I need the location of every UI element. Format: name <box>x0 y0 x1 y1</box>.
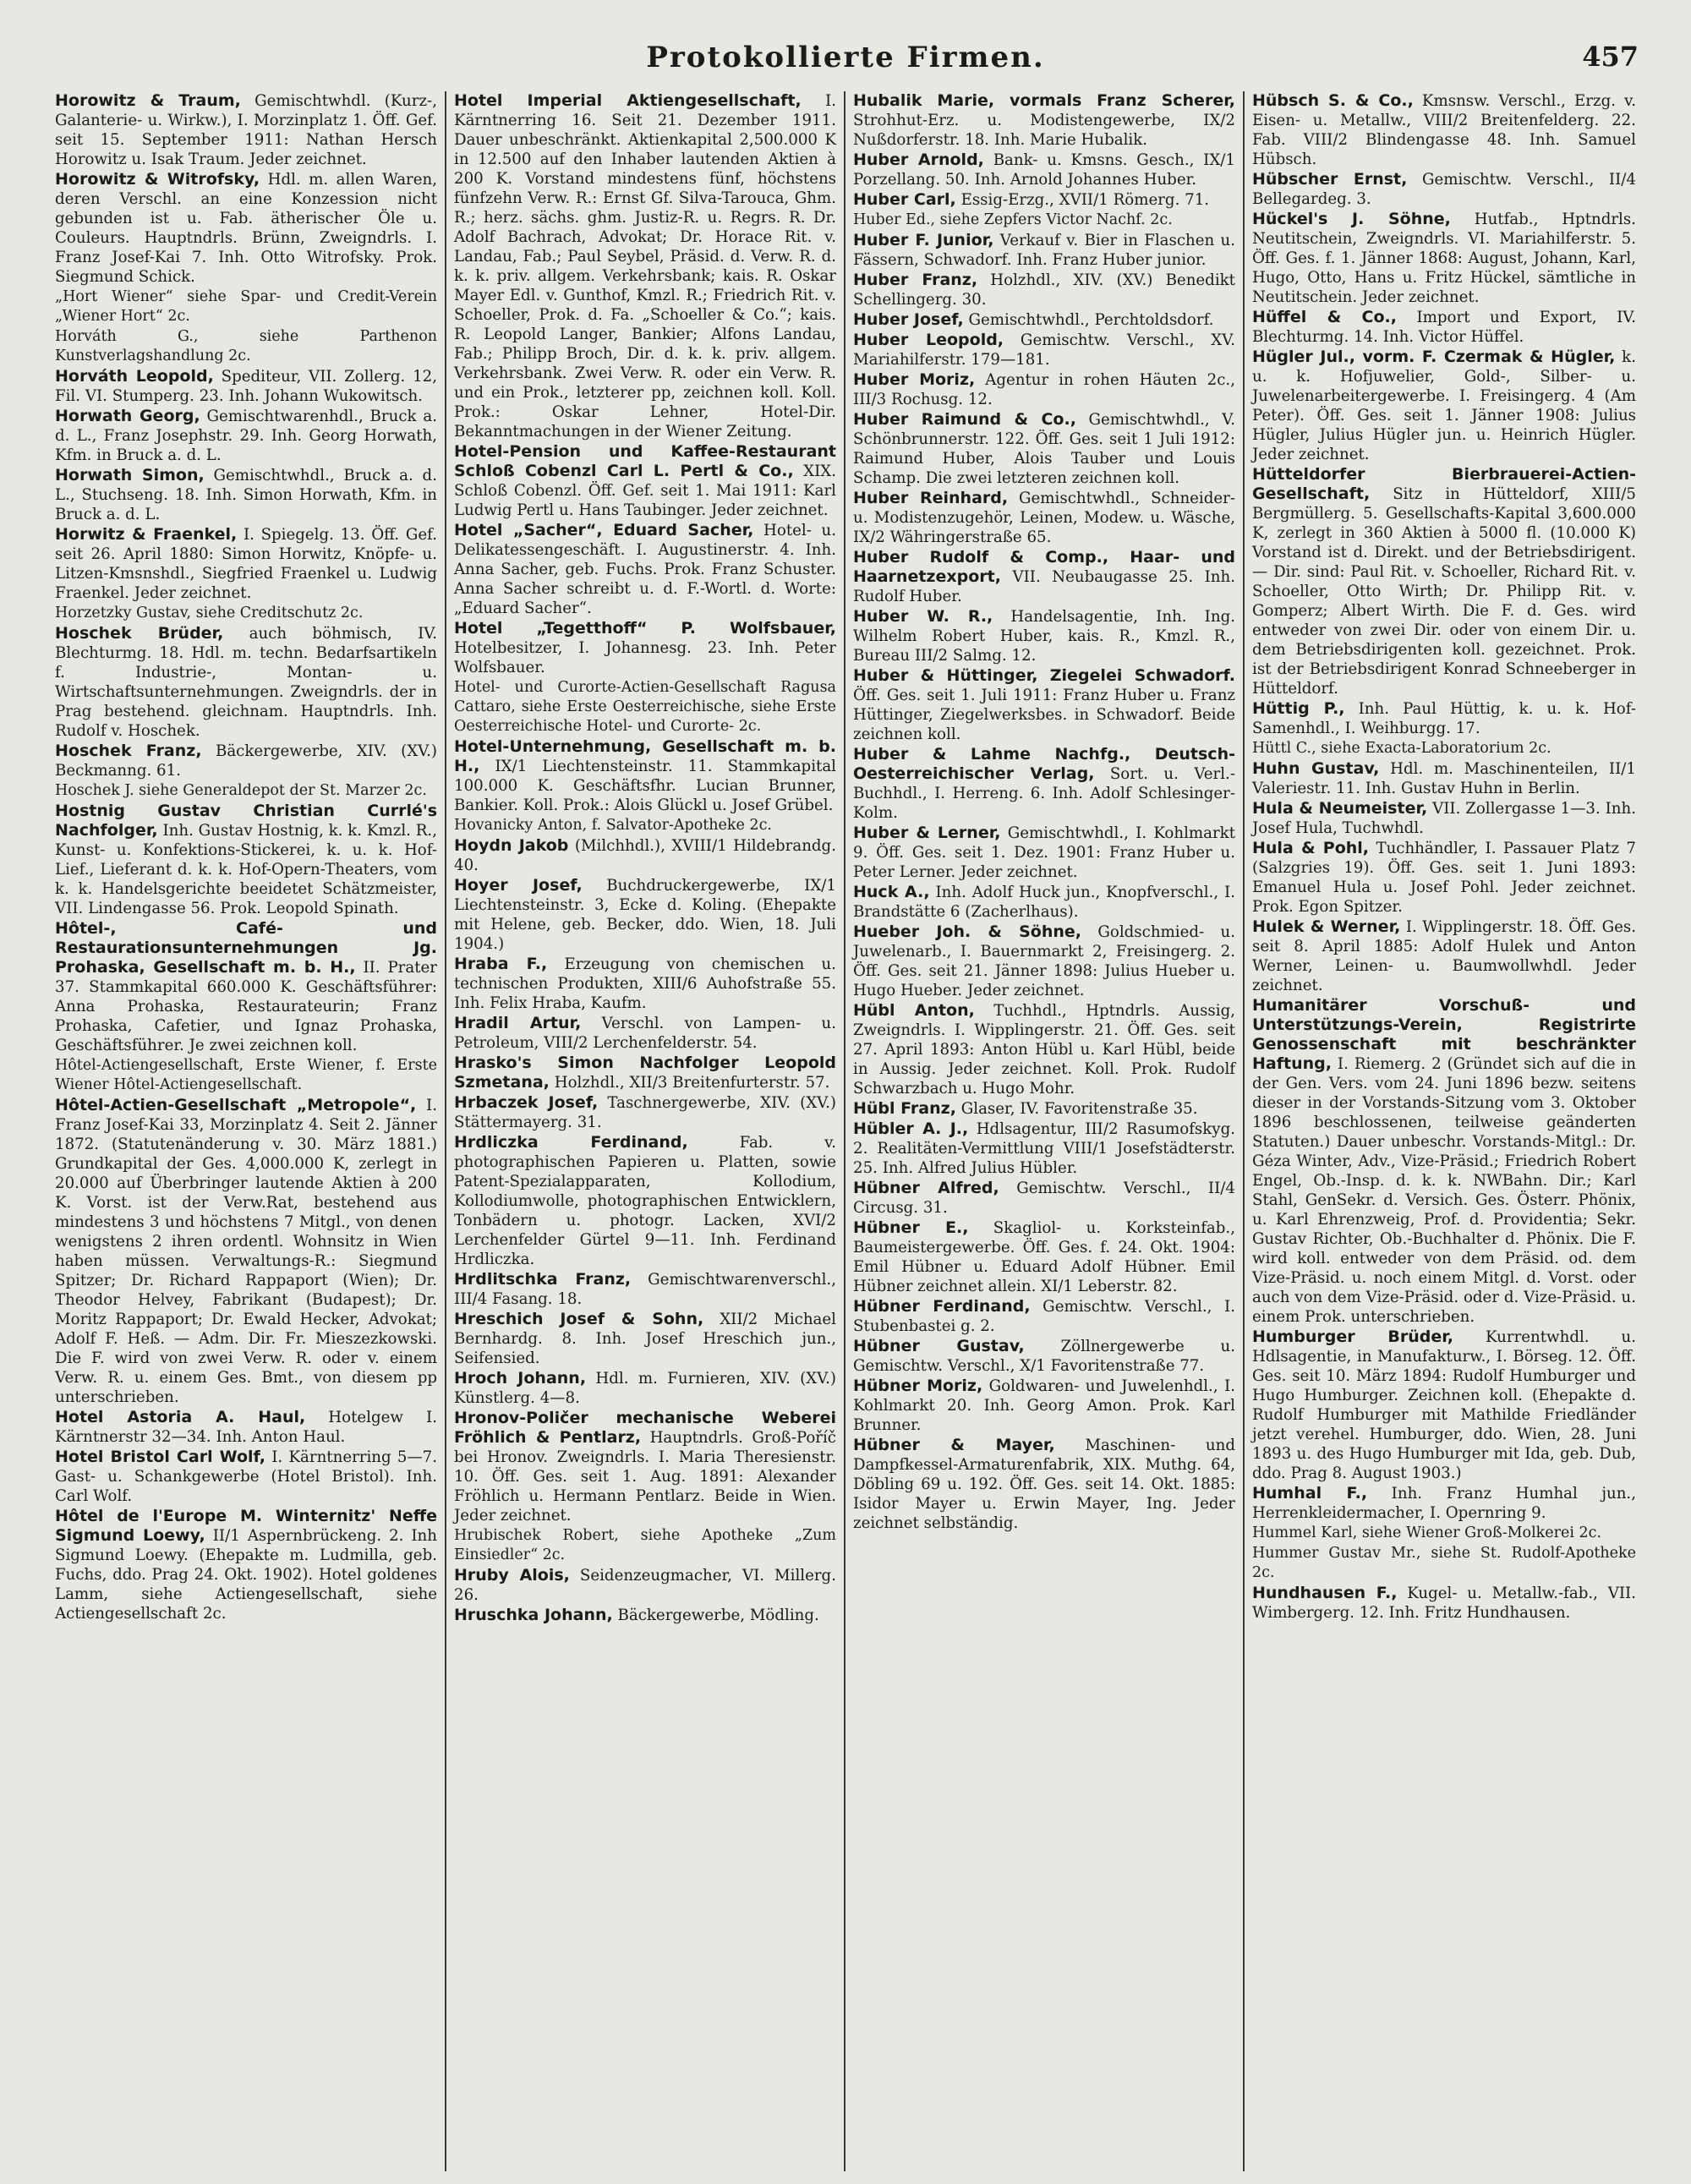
company-name: Horwath Georg, <box>55 407 200 425</box>
directory-entry <box>454 521 836 618</box>
directory-entry <box>853 91 1235 150</box>
company-name: Hulek & Werner, <box>1252 917 1401 936</box>
entry-details: Hrubischek Robert, siehe Apotheke „Zum Einsiedler“ 2c. <box>454 1527 836 1563</box>
entry-details: Seidenzeugmacher, VI. Millerg. 26. <box>454 1567 836 1604</box>
entry-details: Inh. Gustav Hostnig, k. k. Kmzl. R., Kunst- u. Konfektions-Stickerei, k. u. k. Hof-Lief., Lieferant d. k. k. Hof-Opern-Theaters, vom k. k. Handelsgerichte beeidetet Schätzmeister, VII. Lindengasse 56. Prok. Leopold Spinath. <box>55 822 437 917</box>
company-name: Hula & Neumeister, <box>1252 799 1428 818</box>
company-name: Hruschka Johann, <box>454 1606 613 1624</box>
entry-details: I. Riemerg. 2 (Gründet sich auf die in der Gen. Vers. vom 24. Juni 1896 bezw. seitens dieser in der Vorstands-Sitzung vom 3. Oktober 1896 beschlossenen, teilweise geänderten Statuten.) Dauer unbeschr. Vorstands-Mitgl.: Dr. Géza Winter, Adv., Vize-Präsid.; Friedrich Robert Engel, Ob.-Insp. d. k. k. NWBahn. Dir.; Karl Stahl, GenSekr. d. Versich. Ges. Österr. Phönix, u. Karl Ehrenzweig, Prof. d. Providentia; Sekr. Gustav Richter, Ob.-Buchhalter d. Phönix. Die F. wird koll. entweder von dem Präsid. od. dem Vize-Präsid. u. noch einem Mitgl. d. Vorst. oder auch von dem Vize-Präsid. oder d. Vize-Präsid. u. einem Prok. unterschrieben. <box>1252 1055 1636 1326</box>
entry-details: Strohhut-Erz. u. Modistengewerbe, IX/2 Nußdorferstr. 18. Inh. Marie Hubalik. <box>853 112 1235 149</box>
entry-details: Verkauf v. Bier in Flaschen u. Fässern, Schwadorf. Inh. Franz Huber junior. <box>853 232 1235 269</box>
directory-entry <box>454 1409 836 1525</box>
page-title: Protokollierte Firmen. <box>646 41 1045 74</box>
company-name: Hübner Gustav, <box>853 1337 1025 1355</box>
entry-details: Handelsagentie, Inh. Ing. Wilhelm Robert Huber, kais. R., Kmzl. R., Bureau III/2 Salmg. 12. <box>853 608 1235 665</box>
entry-details: Horváth G., siehe Parthenon Kunstverlagshandlung 2c. <box>55 328 437 364</box>
directory-entry <box>454 1014 836 1053</box>
entry-details: Sort. u. Verl.-Buchhdl., I. Herreng. 6. Inh. Adolf Schlesinger-Kolm. <box>853 765 1235 822</box>
directory-entry <box>853 190 1235 210</box>
entry-details: I. Kärntnerring 16. Seit 21. Dezember 1911. Dauer unbeschränkt. Aktienkapital 2,500.000 K in 12.500 auf den Inhaber lautenden Aktien à 200 K. Vorstand mindestens fünf, höchstens fünfzehn Verw. R.: Ernst Gf. Silva-Tarouca, Ghm. R.; herz. sächs. ghm. Justiz-R. u. Regrs. R. Dr. Adolf Bachrach, Advokat; Dr. Horace Rit. v. Landau, Fab.; Paul Seybel, Präsid. d. Verw. R. d. k. k. priv. allgem. Verkehrsbank; kais. R. Oskar Mayer Edl. v. Gunthof, Kmzl. R.; Friedrich Rit. v. Schoeller, Prok. d. Fa. „Schoeller & Co.“; kais. R. Leopold Langer, Bankier; Alfons Landau, Fab.; Philipp Broch, Dir. d. k. k. priv. allgem. Verkehrsbank. Zwei Verw. R. oder ein Verw. R. und ein Prok., letzterer pp, zeichnen koll. Koll. Prok.: Oskar Lehner, Hotel-Dir. Bekanntmachungen in der Wiener Zeitung. <box>454 92 836 441</box>
entry-details: Essig-Erzg., XVII/1 Römerg. 71. <box>960 191 1210 209</box>
company-name: Hübl Anton, <box>853 1001 975 1020</box>
directory-entry <box>454 1270 836 1309</box>
company-name: Hotel „Tegetthoff“ P. Wolfsbauer, <box>454 619 836 638</box>
directory-entry <box>454 737 836 815</box>
company-name: Hula & Pohl, <box>1252 839 1370 857</box>
company-name: Hübner & Mayer, <box>853 1436 1055 1454</box>
company-name: Hundhausen F., <box>1252 1584 1398 1602</box>
entry-details: II/1 Aspernbrückeng. 2. Inh Sigmund Loewy. (Ehepakte m. Ludmilla, geb. Fuchs, ddo. Prag 24. Okt. 1902). Hotel goldenes Lamm, siehe Actiengesellschaft, siehe Actiengesellschaft 2c. <box>55 1527 437 1623</box>
company-name: Hütteldorfer Bierbrauerei-Actien-Gesellschaft, <box>1252 465 1636 503</box>
company-name: Hübner E., <box>853 1218 969 1237</box>
entry-details: VII. Zollergasse 1—3. Inh. Josef Hula, Tuchwhdl. <box>1252 800 1636 837</box>
entry-details: Hôtel-Actiengesellschaft, Erste Wiener, f. Erste Wiener Hôtel-Actiengesellschaft. <box>55 1057 437 1093</box>
entry-details: Skagliol- u. Korksteinfab., Baumeistergewerbe. Öff. Ges. f. 24. Okt. 1904: Emil Hübner u. Eduard Adolf Hübner. Emil Hübner zeichnet allein. XI/1 Leberstr. 82. <box>853 1219 1235 1295</box>
company-name: Huber Moriz, <box>853 370 976 389</box>
directory-entry <box>1252 799 1636 838</box>
company-name: Huber Josef, <box>853 310 964 329</box>
company-name: Huck A., <box>853 883 930 901</box>
entry-details: Fab. v. photographischen Papieren u. Platten, sowie Patent-Spezialapparaten, Kollodium, Kollodiumwolle, photographischen Entwicklern, Tonbädern u. photogr. Lacken, XVI/2 Lerchenfelder Gürtel 9—11. Inh. Ferdinand Hrdliczka. <box>454 1134 836 1268</box>
directory-entry <box>853 1297 1235 1336</box>
company-name: Hübsch S. & Co., <box>1252 91 1414 110</box>
directory-entry <box>853 331 1235 369</box>
directory-entry <box>454 816 836 835</box>
entry-details: Tuchhdl., Hptndrls. Aussig, Zweigndrls. I. Wipplingerstr. 21. Öff. Ges. seit 27. April 1893: Anton Hübl u. Karl Hübl, beide in Aussig. Jeder zeichnet. Koll. Prok. Rudolf Schwarzbach u. Hugo Mohr. <box>853 1002 1235 1097</box>
directory-column-1 <box>47 91 446 2171</box>
page-number: 457 <box>1582 41 1639 73</box>
entry-details: Gemischtwhdl., Perchtoldsdorf. <box>968 311 1214 329</box>
directory-entry <box>853 1099 1235 1119</box>
directory-entry <box>454 1526 836 1565</box>
directory-entry <box>55 466 437 524</box>
entry-details: Gemischtwhdl., I. Kohlmarkt 9. Öff. Ges. seit 1. Dez. 1901: Franz Huber u. Peter Lerner. Jeder zeichnet. <box>853 824 1236 881</box>
entry-details: Kurrentwhdl. u. Hdlsagentie, in Manufakturw., I. Börseg. 12. Öff. Ges. seit 10. März 1894: Rudolf Humburger und Hugo Humburger. Zeichnen koll. (Ehepakte d. Rudolf Humburger mit Mathilde Friedländer jetzt verehel. Humburger, ddo. Wien, 28. Juni 1893 u. des Hugo Humburger mit Ida, geb. Dub, ddo. Prag 8. August 1903.) <box>1252 1328 1636 1482</box>
entry-details: XIX. Schloß Cobenzl. Öff. Gef. seit 1. Mai 1911: Karl Ludwig Pertl u. Hans Taubinger. Jeder zeichnet. <box>454 463 836 519</box>
company-name: Huber Leopold, <box>853 331 1004 349</box>
entry-details: Kugel- u. Metallw.-fab., VII. Wimbergerg. 12. Inh. Fritz Hundhausen. <box>1252 1585 1636 1622</box>
entry-details: Gemischtwarenhdl., Bruck a. d. L., Franz Josephstr. 29. Inh. Georg Horwath, Kfm. in Bruck a. d. L. <box>55 408 437 464</box>
entry-details: Holzhdl., XII/3 Breitenfurterstr. 57. <box>554 1074 830 1092</box>
directory-entry <box>55 1448 437 1506</box>
directory-entry <box>55 367 437 406</box>
entry-details: Verschl. von Lampen- u. Petroleum, VIII/2 Lerchenfelderstr. 54. <box>454 1015 836 1052</box>
directory-entry <box>454 678 836 736</box>
company-name: Huber Raimund & Co., <box>853 410 1076 429</box>
company-name: Hradil Artur, <box>454 1014 582 1032</box>
directory-entry <box>55 742 437 780</box>
directory-entry <box>55 604 437 623</box>
entry-details: Zöllnergewerbe u. Gemischtw. Verschl., X/1 Favoritenstraße 77. <box>853 1338 1235 1375</box>
company-name: Humhal F., <box>1252 1484 1368 1503</box>
company-name: Huber Arnold, <box>853 151 984 169</box>
directory-entry <box>55 327 437 366</box>
company-name: Hübl Franz, <box>853 1099 956 1118</box>
company-name: Humburger Brüder, <box>1252 1327 1454 1346</box>
directory-entry <box>853 1119 1235 1178</box>
company-name: Huber W. R., <box>853 607 993 626</box>
company-name: Hroch Johann, <box>454 1369 587 1388</box>
company-name: Hôtel-, Café- und Restaurationsunternehmungen Jg. Prohaska, Gesellschaft m. b. H., <box>55 919 437 977</box>
entry-details: Gemischtw. Verschl., XV. Mariahilferstr. 179—181. <box>853 331 1235 369</box>
company-name: Hüttig P., <box>1252 699 1345 718</box>
entry-details: Horzetzky Gustav, siehe Creditschutz 2c. <box>55 605 364 621</box>
company-name: Hoydn Jakob <box>454 836 569 855</box>
directory-entry <box>55 91 437 169</box>
company-name: Hruby Alois, <box>454 1566 570 1585</box>
directory-entry <box>1252 465 1636 698</box>
company-name: Hôtel de l'Europe M. Winternitz' Neffe Sigmund Loewy, <box>55 1507 437 1545</box>
entry-details: Tuchhändler, I. Passauer Platz 7 (Salzgries 19). Öff. Ges. seit 1. Juni 1893: Emanuel Hula u. Josef Pohl. Jeder zeichnet. Prok. Egon Spitzer. <box>1252 840 1637 916</box>
company-name: Hübscher Ernst, <box>1252 170 1408 189</box>
directory-entry <box>454 91 836 441</box>
company-name: Horwitz & Fraenkel, <box>55 525 238 544</box>
directory-entry <box>853 824 1235 882</box>
directory-entry <box>55 919 437 1055</box>
company-name: Hôtel-Actien-Gesellschaft „Metropole“, <box>55 1096 417 1114</box>
entry-details: Gemischtwhdl., V. Schönbrunnerstr. 122. Öff. Ges. seit 1 Juli 1912: Raimund Huber, Alois Tauber und Louis Schamp. Die zwei letzteren zeichnen koll. <box>853 411 1236 487</box>
directory-entry <box>55 802 437 918</box>
entry-details: „Hort Wiener“ siehe Spar- und Credit-Verein „Wiener Hort“ 2c. <box>55 288 437 325</box>
directory-entry <box>454 876 836 954</box>
directory-entry <box>853 489 1235 547</box>
directory-entry <box>1252 308 1636 347</box>
directory-entry <box>55 525 437 603</box>
directory-entry <box>853 745 1235 823</box>
company-name: Huber & Hüttinger, Ziegelei Schwadorf. <box>853 666 1235 685</box>
entry-details: Goldwaren- und Juwelenhdl., I. Kohlmarkt 20. Inh. Georg Amon. Prok. Karl Brunner. <box>853 1377 1235 1434</box>
company-name: Hoschek Franz, <box>55 742 202 760</box>
company-name: Hotel-Unternehmung, Gesellschaft m. b. H., <box>454 737 836 775</box>
directory-entry <box>55 1507 437 1623</box>
directory-entry <box>853 211 1235 230</box>
directory-entry <box>853 1436 1235 1533</box>
entry-details: Hoschek J. siehe Generaldepot der St. Marzer 2c. <box>55 782 427 799</box>
directory-entry <box>454 619 836 677</box>
directory-entry <box>454 955 836 1013</box>
entry-details: Gemischtw. Verschl., II/4 Bellegardeg. 3. <box>1252 171 1636 208</box>
directory-entry <box>55 407 437 465</box>
directory-entry <box>853 370 1235 409</box>
directory-column-4 <box>1245 91 1644 2171</box>
company-name: Hübler A. J., <box>853 1119 969 1138</box>
company-name: Huber & Lerner, <box>853 824 1001 842</box>
directory-entry <box>1252 1524 1636 1543</box>
entry-details: k. u. k. Hofjuwelier, Gold-, Silber- u. Juwelenarbeitergewerbe. I. Freisingerg. 4 (Am Peter). Öff. Ges. seit 1. Jänner 1908: Julius Hügler, Julius Hügler jun. u. Heinrich Hügler. Jeder zeichnet. <box>1252 348 1636 463</box>
company-name: Hostnig Gustav Christian Currlé's Nachfolger, <box>55 802 437 840</box>
directory-entry <box>454 1093 836 1132</box>
entry-details: auch böhmisch, IV. Blechturmg. 18. Hdl. m. techn. Bedarfsartikeln f. Industrie-, Montan- u. Wirtschaftsunternehmungen. Zweigndrls. der in Prag bestehend. gleichnam. Hauptndrls. Inh. Rudolf v. Hoschek. <box>55 625 437 740</box>
company-name: Hubalik Marie, vormals Franz Scherer, <box>853 91 1235 110</box>
entry-details: Spediteur, VII. Zollerg. 12, Fil. VI. Stumperg. 23. Inh. Johann Wukowitsch. <box>55 368 437 405</box>
entry-details: Goldschmied- u. Juwelenarb., I. Bauernmarkt 2, Freisingerg. 2. Öff. Ges. seit 21. Jänner 1898: Julius Hueber u. Hugo Hueber. Jeder zeichnet. <box>853 923 1235 999</box>
directory-column-3 <box>846 91 1245 2171</box>
entry-details: Agentur in rohen Häuten 2c., III/3 Rochusg. 12. <box>853 371 1235 408</box>
directory-entry <box>853 151 1235 189</box>
entry-details: Inh. Paul Hüttig, k. u. k. Hof-Samenhdl., I. Weihburgg. 17. <box>1252 700 1636 737</box>
entry-details: II. Prater 37. Stammkapital 660.000 K. Geschäftsführer: Anna Prohaska, Restaurateurin; Franz Prohaska, Cafetier, und Ignaz Prohaska, Geschäftsführer. Je zwei zeichnen koll. <box>55 959 437 1054</box>
entry-details: Gemischtwhdl., Schneider- u. Modistenzugehör, Leinen, Modew. u. Wäsche, IX/2 Währingerstraße 65. <box>853 490 1235 546</box>
directory-entry <box>853 410 1235 488</box>
entry-details: Hauptndrls. Groß-Poříč bei Hronov. Zweigndrls. I. Maria Theresienstr. 10. Öff. Ges. seit 1. Aug. 1891: Alexander Fröhlich u. Hermann Pentlarz. Beide in Wien. Jeder zeichnet. <box>454 1429 836 1524</box>
entry-details: Glaser, IV. Favoritenstraße 35. <box>960 1100 1198 1118</box>
entry-details: Bank- u. Kmsns. Gesch., IX/1 Porzellang. 50. Inh. Arnold Johannes Huber. <box>853 151 1235 189</box>
directory-entry <box>1252 91 1636 169</box>
entry-details: Kmsnsw. Verschl., Erzg. v. Eisen- u. Metallw., VIII/2 Breitenfelderg. 22. Fab. VIII/2 Blindengasse 48. Inh. Samuel Hübsch. <box>1252 92 1636 168</box>
directory-entry <box>454 1054 836 1092</box>
directory-entry <box>454 1566 836 1605</box>
entry-details: Gemischtwhdl., Bruck a. d. L., Stuchseng. 18. Inh. Simon Horwath, Kfm. in Bruck a. d. L. <box>55 467 437 523</box>
company-name: Horowitz & Traum, <box>55 91 241 110</box>
directory-entry <box>1252 759 1636 798</box>
entry-details: Gemischtwhdl. (Kurz-, Galanterie- u. Wirkw.), I. Morzinplatz 1. Öff. Gef. seit 15. September 1911: Nathan Hersch Horowitz u. Isak Traum. Jeder zeichnet. <box>55 92 437 168</box>
entry-details: I. Wipplingerstr. 18. Öff. Ges. seit 8. April 1885: Adolf Hulek und Anton Werner, Leinen- u. Baumwollwhdl. Jeder zeichnet. <box>1252 918 1636 994</box>
entry-details: Taschnergewerbe, XIV. (XV.) Stättermayerg. 31. <box>454 1094 836 1131</box>
directory-entry <box>1252 210 1636 307</box>
entry-details: Sitz in Hütteldorf, XIII/5 Bergmüllerg. 5. Gesellschafts-Kapital 3,600.000 K, zerlegt in 360 Aktien à 5000 fl. (10.000 K) Vorstand ist d. Direkt. und der Betriebsdirigent. — Dir. sind: Paul Rit. v. Schoeller, Richard Rit. v. Schoeller, Otto Wirth; Dr. Philipp Rit. v. Gomperz; Albert Wirth. Die F. d. Ges. wird entweder von zwei Dir. oder von einem Dir. u. dem Betriebsdirigenten koll. gezeichnet. Prok. ist der Betriebsdirigent Konrad Schneeberger in Hütteldorf. <box>1252 485 1636 698</box>
entry-details: Erzeugung von chemischen u. technischen Produkten, XIII/6 Auhofstraße 55. Inh. Felix Hraba, Kaufm. <box>454 955 836 1012</box>
company-name: Hotel „Sacher“, Eduard Sacher, <box>454 521 754 539</box>
company-name: Huber F. Junior, <box>853 231 994 249</box>
directory-entry <box>1252 1484 1636 1523</box>
directory-entry <box>1252 348 1636 464</box>
entry-details: Huber Ed., siehe Zepfers Victor Nachf. 2c. <box>853 211 1173 228</box>
directory-entry <box>454 1133 836 1269</box>
company-name: Hübner Alfred, <box>853 1179 999 1197</box>
company-name: Hotel-Pension und Kaffee-Restaurant Schloß Cobenzl Carl L. Pertl & Co., <box>454 442 836 480</box>
company-name: Hoschek Brüder, <box>55 624 224 643</box>
entry-details: Bäckergewerbe, XIV. (XV.) Beckmanng. 61. <box>55 742 437 780</box>
directory-entry <box>853 310 1235 330</box>
directory-entry <box>55 287 437 326</box>
entry-details: Hdl. m. Furnieren, XIV. (XV.) Künstlerg. 4—8. <box>454 1370 836 1407</box>
entry-details: I. Franz Josef-Kai 33, Morzinplatz 4. Seit 2. Jänner 1872. (Statutenänderung v. 30. März 1881.) Grundkapital der Ges. 4,000.000 K, zerlegt in 20.000 auf Überbringer lautende Aktien à 200 K. Vorst. ist der Verw.Rat, bestehend aus mindestens 3 und höchstens 7 Mitgl., von denen wenigstens 2 ihren ordentl. Wohnsitz in Wien haben müssen. Verwaltungs-R.: Siegmund Spitzer; Dr. Richard Rappaport (Wien); Dr. Theodor Helvey, Fabrikant (Budapest); Dr. Moritz Rappaport; Dr. Ewald Hecker, Advokat; Adolf F. Heß. — Adm. Dir. Fr. Mieszezkowski. Die F. wird von zwei Verw. R. oder v. einem Verw. R. u. einem Ges. Bmt., von diesem pp unterschrieben. <box>55 1097 437 1406</box>
directory-entry <box>853 1179 1235 1218</box>
entry-details: Hüttl C., siehe Exacta-Laboratorium 2c. <box>1252 740 1551 757</box>
company-name: Hotel Imperial Aktiengesellschaft, <box>454 91 802 110</box>
company-name: Hotel Bristol Carl Wolf, <box>55 1448 265 1466</box>
entry-details: Hummer Gustav Mr., siehe St. Rudolf-Apotheke 2c. <box>1252 1545 1636 1581</box>
directory-entry <box>1252 170 1636 209</box>
directory-entry <box>1252 739 1636 758</box>
company-name: Hüffel & Co., <box>1252 308 1397 326</box>
entry-details: Hotel- und Curorte-Actien-Gesellschaft Ragusa Cattaro, siehe Erste Oesterreichische, siehe Erste Oesterreichische Hotel- und Curorte- 2c. <box>454 679 836 735</box>
entry-details: Hdlsagentur, III/2 Rasumofskyg. 2. Realitäten-Vermittlung VIII/1 Josefstädterstr. 25. Inh. Alfred Julius Hübler. <box>853 1120 1235 1177</box>
directory-entry <box>853 1377 1235 1435</box>
entry-details: Inh. Franz Humhal jun., Herrenkleidermacher, I. Opernring 9. <box>1252 1485 1636 1522</box>
directory-entry <box>853 548 1235 606</box>
entry-details: Hdl. m. allen Waren, deren Verschl. an eine Konzession nicht gebunden ist u. Fab. ätherischer Öle u. Couleurs. Hauptndrls. Brünn, Zweigndrls. I. Franz Josef-Kai 7. Inh. Otto Witrofsky. Prok. Siegmund Schick. <box>55 171 437 286</box>
company-name: Horwath Simon, <box>55 466 205 484</box>
directory-entry <box>853 922 1235 1000</box>
entry-details: Gemischtw. Verschl., I. Stubenbastei g. 2. <box>853 1298 1235 1335</box>
company-name: Huber Carl, <box>853 190 956 209</box>
company-name: Hoyer Josef, <box>454 876 583 895</box>
entry-details: Hummel Karl, siehe Wiener Groß-Molkerei 2c. <box>1252 1524 1602 1541</box>
directory-entry <box>1252 1584 1636 1623</box>
directory-entry <box>1252 1544 1636 1583</box>
entry-details: Hdl. m. Maschinenteilen, II/1 Valeriestr. 11. Inh. Gustav Huhn in Berlin. <box>1252 760 1636 797</box>
entry-details: Maschinen- und Dampfkessel-Armaturenfabrik, XIX. Muthg. 64, Döbling 69 u. 192. Öff. Ges. seit 14. Okt. 1885: Isidor Mayer u. Erwin Mayer, Ing. Jeder zeichnet selbständig. <box>853 1437 1235 1532</box>
directory-entry <box>454 836 836 875</box>
company-name: Huber Reinhard, <box>853 489 1009 507</box>
entry-details: Gemischtwarenverschl., III/4 Fasang. 18. <box>454 1271 836 1308</box>
entry-details: Hotelbesitzer, I. Johannesg. 23. Inh. Peter Wolfsbauer. <box>454 639 836 676</box>
directory-entry <box>55 781 437 801</box>
company-name: Huber Franz, <box>853 271 978 289</box>
company-name: Hügler Jul., vorm. F. Czermak & Hügler, <box>1252 348 1616 366</box>
directory-entry <box>1252 917 1636 995</box>
company-name: Huhn Gustav, <box>1252 759 1380 778</box>
company-name: Hronov-Poličer mechanische Weberei Fröhlich & Pentlarz, <box>454 1409 836 1447</box>
company-name: Horváth Leopold, <box>55 367 214 386</box>
directory-entry <box>853 883 1235 922</box>
directory-entry <box>454 442 836 520</box>
company-name: Hübner Moriz, <box>853 1377 983 1395</box>
company-name: Huber & Lahme Nachfg., Deutsch-Oesterreichischer Verlag, <box>853 745 1235 783</box>
entry-details: Hotelgew I. Kärntnerstr 32—34. Inh. Anton Haul. <box>55 1409 437 1446</box>
directory-entry <box>853 607 1235 665</box>
directory-entry <box>1252 996 1636 1327</box>
company-name: Hrasko's Simon Nachfolger Leopold Szmetana, <box>454 1054 836 1092</box>
company-name: Hübner Ferdinand, <box>853 1297 1031 1316</box>
entry-details: XII/2 Michael Bernhardg. 8. Inh. Josef Hreschich jun., Seifensied. <box>454 1311 836 1367</box>
directory-entry <box>853 1337 1235 1376</box>
company-name: Hueber Joh. & Söhne, <box>853 922 1082 941</box>
entry-details: Hutfab., Hptndrls. Neutitschein, Zweigndrls. VI. Mariahilferstr. 5. Öff. Ges. f. 1. Jänner 1868: August, Johann, Karl, Hugo, Otto, Hans u. Fritz Hückel, sämtliche in Neutitschein. Jeder zeichnet. <box>1252 211 1636 306</box>
company-name: Hraba F., <box>454 955 548 973</box>
directory-entry <box>853 271 1235 309</box>
directory-entry <box>55 1056 437 1095</box>
company-name: Hrbaczek Josef, <box>454 1093 599 1112</box>
entry-details: IX/1 Liechtensteinstr. 11. Stammkapital 100.000 K. Geschäftsfhr. Lucian Brunner, Bankier. Koll. Prok.: Alois Glückl u. Josef Grübel. <box>454 758 836 814</box>
entry-details: Holzhdl., XIV. (XV.) Benedikt Schellingerg. 30. <box>853 271 1235 309</box>
entry-details: Hovanicky Anton, f. Salvator-Apotheke 2c. <box>454 817 772 834</box>
company-name: Horowitz & Witrofsky, <box>55 170 260 189</box>
entry-details: I. Kärntnerring 5—7. Gast- u. Schankgewerbe (Hotel Bristol). Inh. Carl Wolf. <box>55 1448 438 1505</box>
entry-details: Öff. Ges. seit 1. Juli 1911: Franz Huber u. Franz Hüttinger, Ziegelwerksbes. in Schwadorf. Beide zeichnen koll. <box>853 687 1235 743</box>
directory-entry <box>55 170 437 287</box>
directory-columns <box>47 91 1644 2171</box>
directory-column-2 <box>446 91 846 2171</box>
directory-entry <box>55 1096 437 1407</box>
entry-details: I. Spiegelg. 13. Öff. Gef. seit 26. April 1880: Simon Horwitz, Knöpfe- u. Litzen-Kmsnshdl., Siegfried Fraenkel u. Ludwig Fraenkel. Jeder zeichnet. <box>55 526 437 602</box>
directory-entry <box>853 231 1235 270</box>
entry-details: VII. Neubaugasse 25. Inh. Rudolf Huber. <box>853 568 1235 605</box>
directory-entry <box>1252 1327 1636 1483</box>
entry-details: Import und Export, IV. Blechturmg. 14. Inh. Victor Hüffel. <box>1252 309 1636 346</box>
entry-details: Inh. Adolf Huck jun., Knopfverschl., I. Brandstätte 6 (Zacherlhaus). <box>853 884 1235 921</box>
entry-details: Bäckergewerbe, Mödling. <box>617 1607 819 1624</box>
entry-details: (Milchhdl.), XVIII/1 Hildebrandg. 40. <box>454 837 836 874</box>
directory-entry <box>454 1310 836 1368</box>
company-name: Hreschich Josef & Sohn, <box>454 1310 704 1328</box>
directory-entry <box>55 624 437 741</box>
company-name: Hrdlitschka Franz, <box>454 1270 632 1289</box>
directory-entry <box>454 1369 836 1408</box>
company-name: Hotel Astoria A. Haul, <box>55 1408 306 1426</box>
directory-entry <box>1252 839 1636 917</box>
entry-details: Gemischtw. Verschl., II/4 Circusg. 31. <box>853 1180 1235 1217</box>
company-name: Hrdliczka Ferdinand, <box>454 1133 688 1152</box>
directory-entry <box>853 666 1235 744</box>
entry-details: Hotel- u. Delikatessengeschäft. I. Augustinerstr. 4. Inh. Anna Sacher, geb. Fuchs. Prok. Franz Schuster. Anna Sacher schreibt u. d. F.-Wortl. d. Worte: „Eduard Sacher“. <box>454 522 836 617</box>
directory-entry <box>853 1218 1235 1296</box>
entry-details: Buchdruckergewerbe, IX/1 Liechtensteinstr. 3, Ecke d. Koling. (Ehepakte mit Helene, geb. Becker, ddo. Wien, 18. Juli 1904.) <box>454 877 836 953</box>
directory-entry <box>853 1001 1235 1098</box>
company-name: Hückel's J. Söhne, <box>1252 210 1451 228</box>
company-name: Huber Rudolf & Comp., Haar- und Haarnetzexport, <box>853 548 1235 586</box>
company-name: Humanitärer Vorschuß- und Unterstützungs-Verein, Registrirte Genossenschaft mit beschränkter Haftung, <box>1252 996 1636 1073</box>
directory-entry <box>1252 699 1636 738</box>
directory-entry <box>454 1606 836 1625</box>
directory-entry <box>55 1408 437 1447</box>
